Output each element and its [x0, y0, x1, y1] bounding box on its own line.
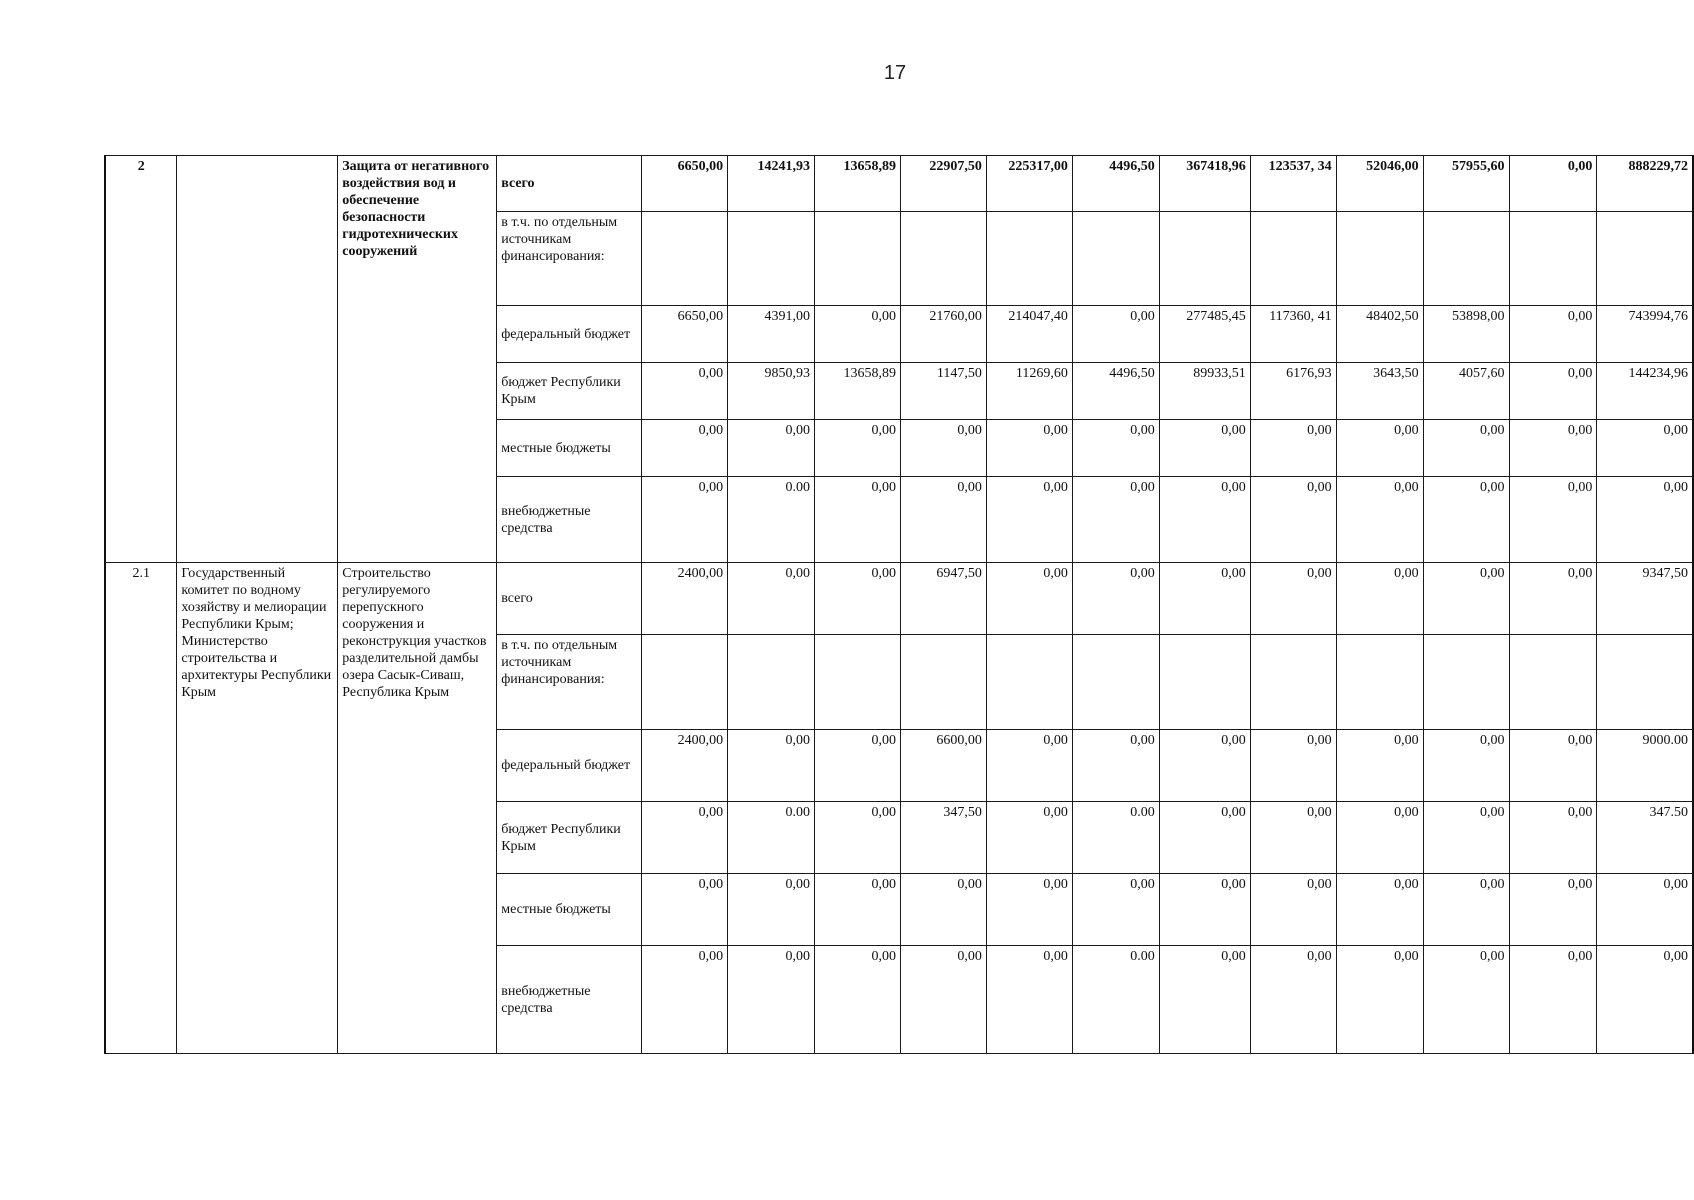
value-cell: 22907,50	[900, 156, 986, 212]
value-cell: 0,00	[1423, 563, 1509, 635]
value-cell: 0.00	[728, 802, 815, 874]
value-cell: 21760,00	[900, 306, 986, 363]
value-cell	[1336, 635, 1423, 730]
value-cell: 4496,50	[1072, 363, 1159, 420]
value-cell: 0,00	[728, 730, 815, 802]
value-cell: 0,00	[986, 946, 1072, 1054]
value-cell: 123537, 34	[1250, 156, 1336, 212]
program-name-cell: Строительство регулируемого перепускного сооружения и реконструкция участков разделительной дамбы озера Сасык-Сиваш, Республика Крым	[338, 563, 497, 1054]
value-cell: 0,00	[1250, 946, 1336, 1054]
value-cell: 0,00	[1423, 730, 1509, 802]
value-cell: 0,00	[1509, 477, 1597, 563]
value-cell: 0,00	[815, 802, 901, 874]
value-cell: 6650,00	[642, 156, 728, 212]
value-cell: 0,00	[1250, 874, 1336, 946]
value-cell: 347,50	[900, 802, 986, 874]
value-cell: 0,00	[815, 477, 901, 563]
value-cell: 0,00	[1250, 802, 1336, 874]
value-cell: 0,00	[986, 730, 1072, 802]
value-cell: 0,00	[728, 420, 815, 477]
item-number: 2	[105, 156, 177, 563]
value-cell: 0,00	[1336, 874, 1423, 946]
value-cell: 0,00	[1509, 306, 1597, 363]
value-cell: 0,00	[1250, 420, 1336, 477]
value-cell	[815, 212, 901, 306]
value-cell: 0,00	[1159, 874, 1250, 946]
value-cell: 13658,89	[815, 156, 901, 212]
value-cell: 0,00	[1509, 874, 1597, 946]
table-row	[105, 156, 1693, 212]
value-cell: 9850,93	[728, 363, 815, 420]
executor-cell	[177, 156, 338, 563]
value-cell: 0,00	[815, 730, 901, 802]
value-cell: 0,00	[728, 563, 815, 635]
value-cell: 0,00	[986, 802, 1072, 874]
value-cell: 0,00	[1423, 420, 1509, 477]
value-cell	[1597, 212, 1693, 306]
value-cell: 0,00	[815, 563, 901, 635]
value-cell: 0,00	[728, 874, 815, 946]
value-cell: 0,00	[1072, 874, 1159, 946]
funding-source-label: всего	[497, 156, 642, 212]
value-cell: 14241,93	[728, 156, 815, 212]
value-cell	[1159, 212, 1250, 306]
funding-source-label: в т.ч. по отдельным источникам финансирования:	[497, 635, 642, 730]
funding-source-label: бюджет Республики Крым	[497, 802, 642, 874]
value-cell: 0,00	[815, 946, 901, 1054]
value-cell: 0,00	[1509, 563, 1597, 635]
value-cell: 0,00	[1159, 730, 1250, 802]
value-cell: 0,00	[1509, 802, 1597, 874]
value-cell: 0,00	[642, 802, 728, 874]
funding-source-label: внебюджетные средства	[497, 946, 642, 1054]
value-cell: 0,00	[986, 563, 1072, 635]
value-cell: 0,00	[1072, 306, 1159, 363]
value-cell: 0,00	[1423, 946, 1509, 1054]
table-row	[105, 563, 1693, 635]
value-cell: 57955,60	[1423, 156, 1509, 212]
value-cell: 0,00	[986, 420, 1072, 477]
value-cell	[1072, 212, 1159, 306]
funding-source-label: местные бюджеты	[497, 420, 642, 477]
executor-cell: Государственный комитет по водному хозяйству и мелиорации Республики Крым; Министерство строительства и архитектуры Республики Крым	[177, 563, 338, 1054]
value-cell	[1072, 635, 1159, 730]
value-cell	[900, 635, 986, 730]
value-cell	[1423, 635, 1509, 730]
value-cell	[1509, 212, 1597, 306]
program-name-cell: Защита от негативного воздействия вод и обеспечение безопасности гидротехнических сооружений	[338, 156, 497, 563]
value-cell: 6176,93	[1250, 363, 1336, 420]
value-cell: 2400,00	[642, 563, 728, 635]
value-cell: 0,00	[1597, 477, 1693, 563]
value-cell: 0.00	[1072, 946, 1159, 1054]
value-cell: 0,00	[642, 477, 728, 563]
value-cell: 0,00	[728, 946, 815, 1054]
value-cell: 0,00	[1597, 874, 1693, 946]
value-cell: 0,00	[900, 946, 986, 1054]
funding-source-label: бюджет Республики Крым	[497, 363, 642, 420]
value-cell: 0,00	[642, 420, 728, 477]
value-cell: 0,00	[1509, 730, 1597, 802]
value-cell: 0,00	[1509, 363, 1597, 420]
value-cell	[986, 212, 1072, 306]
value-cell: 888229,72	[1597, 156, 1693, 212]
value-cell: 0,00	[1423, 874, 1509, 946]
value-cell: 0,00	[1597, 946, 1693, 1054]
value-cell: 9000.00	[1597, 730, 1693, 802]
value-cell: 11269,60	[986, 363, 1072, 420]
value-cell: 6600,00	[900, 730, 986, 802]
value-cell: 0,00	[815, 420, 901, 477]
value-cell	[1509, 635, 1597, 730]
funding-source-label: федеральный бюджет	[497, 306, 642, 363]
value-cell: 117360, 41	[1250, 306, 1336, 363]
value-cell: 53898,00	[1423, 306, 1509, 363]
value-cell: 0,00	[1336, 946, 1423, 1054]
value-cell	[1597, 635, 1693, 730]
value-cell: 0,00	[900, 477, 986, 563]
value-cell: 0,00	[986, 477, 1072, 563]
value-cell: 0,00	[1072, 730, 1159, 802]
value-cell	[642, 635, 728, 730]
value-cell: 0.00	[728, 477, 815, 563]
value-cell: 225317,00	[986, 156, 1072, 212]
value-cell: 0,00	[1159, 802, 1250, 874]
funding-source-label: федеральный бюджет	[497, 730, 642, 802]
value-cell: 0,00	[1336, 563, 1423, 635]
value-cell: 0,00	[642, 874, 728, 946]
funding-source-label: всего	[497, 563, 642, 635]
value-cell: 6650,00	[642, 306, 728, 363]
value-cell: 0,00	[1159, 420, 1250, 477]
value-cell	[1336, 212, 1423, 306]
value-cell: 0,00	[1250, 563, 1336, 635]
value-cell: 144234,96	[1597, 363, 1693, 420]
page-number: 17	[883, 62, 907, 84]
value-cell: 2400,00	[642, 730, 728, 802]
value-cell: 52046,00	[1336, 156, 1423, 212]
value-cell: 48402,50	[1336, 306, 1423, 363]
value-cell: 0,00	[1159, 477, 1250, 563]
funding-source-label: внебюджетные средства	[497, 477, 642, 563]
value-cell: 0,00	[1509, 420, 1597, 477]
value-cell: 0,00	[815, 874, 901, 946]
value-cell: 0,00	[1423, 802, 1509, 874]
value-cell: 0,00	[1423, 477, 1509, 563]
value-cell: 277485,45	[1159, 306, 1250, 363]
value-cell: 0,00	[1336, 420, 1423, 477]
value-cell: 0.00	[1072, 802, 1159, 874]
value-cell: 4057,60	[1423, 363, 1509, 420]
value-cell: 0,00	[1509, 156, 1597, 212]
value-cell: 1147,50	[900, 363, 986, 420]
value-cell: 0,00	[1072, 477, 1159, 563]
value-cell	[1159, 635, 1250, 730]
value-cell	[986, 635, 1072, 730]
value-cell: 0,00	[1072, 420, 1159, 477]
value-cell: 0,00	[815, 306, 901, 363]
value-cell: 0,00	[642, 946, 728, 1054]
value-cell	[642, 212, 728, 306]
value-cell	[1250, 635, 1336, 730]
value-cell: 0,00	[900, 874, 986, 946]
value-cell: 0,00	[1509, 946, 1597, 1054]
value-cell: 0,00	[1336, 730, 1423, 802]
value-cell: 0,00	[1250, 730, 1336, 802]
value-cell	[728, 212, 815, 306]
value-cell: 13658,89	[815, 363, 901, 420]
value-cell	[815, 635, 901, 730]
value-cell: 0,00	[986, 874, 1072, 946]
value-cell: 0,00	[1336, 802, 1423, 874]
value-cell: 6947,50	[900, 563, 986, 635]
value-cell	[1423, 212, 1509, 306]
funding-source-label: в т.ч. по отдельным источникам финансирования:	[497, 212, 642, 306]
value-cell: 347.50	[1597, 802, 1693, 874]
value-cell: 4391,00	[728, 306, 815, 363]
value-cell: 0,00	[1159, 563, 1250, 635]
value-cell: 0,00	[1336, 477, 1423, 563]
value-cell: 0,00	[1597, 420, 1693, 477]
item-number: 2.1	[105, 563, 177, 1054]
value-cell: 9347,50	[1597, 563, 1693, 635]
value-cell: 0,00	[900, 420, 986, 477]
value-cell: 0,00	[1159, 946, 1250, 1054]
value-cell: 214047,40	[986, 306, 1072, 363]
value-cell: 743994,76	[1597, 306, 1693, 363]
value-cell: 3643,50	[1336, 363, 1423, 420]
value-cell: 367418,96	[1159, 156, 1250, 212]
value-cell	[1250, 212, 1336, 306]
value-cell: 0,00	[1250, 477, 1336, 563]
value-cell: 4496,50	[1072, 156, 1159, 212]
budget-table	[104, 155, 1694, 1054]
value-cell: 0,00	[1072, 563, 1159, 635]
value-cell: 0,00	[642, 363, 728, 420]
value-cell: 89933,51	[1159, 363, 1250, 420]
value-cell	[900, 212, 986, 306]
value-cell	[728, 635, 815, 730]
funding-source-label: местные бюджеты	[497, 874, 642, 946]
